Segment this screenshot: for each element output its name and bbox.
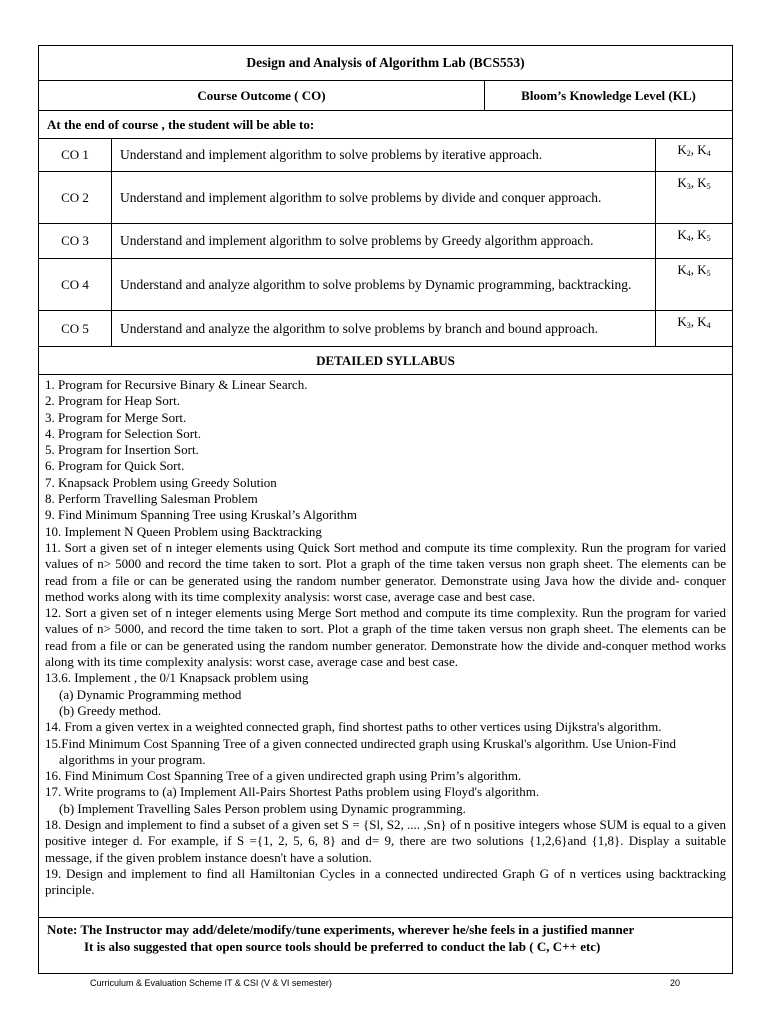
co-description: Understand and analyze the algorithm to solve problems by branch and bound approach. [112,311,656,347]
kl-level: 2 [686,149,691,158]
syllabus-item: 2. Program for Heap Sort. [45,393,181,409]
footer-text: Curriculum & Evaluation Scheme IT & CSI (V & VI semester) [90,978,332,988]
kl-level: 4 [686,269,691,278]
co-knowledge-level: $K_4$, $K_5$ [656,224,733,259]
syllabus-item: 3. Program for Merge Sort. [45,409,187,425]
kl-level: 4 [686,234,691,243]
kl-letter: K [697,142,707,157]
syllabus-item: 1. Program for Recursive Binary & Linear Search. [45,377,308,392]
kl-letter: K [697,227,707,242]
co-id: CO 3 [39,224,112,259]
syllabus-item: 14. From a given vertex in a weighted connected graph, find shortest paths to other vertices using Dijkstra's algorithm. [45,719,662,735]
course-outcome-row [39,172,733,224]
syllabus-item: 6. Program for Quick Sort. [45,458,185,474]
co-description: Understand and implement algorithm to solve problems by divide and conquer approach. [112,172,656,224]
syllabus-item: 18. Design and implement to find a subset of a given set S = {Sl, S2, .... ,Sn} of n positive integers whose SUM is equal to a given positive integer d. For example, if S ={1, 2, 5, 6, 8} and d= 9, there are two solutions {1,2,6}and {1,8}. Display a suitable message, if the given problem instance doesn't have a solution. [45,817,726,865]
syllabus-item: 4. Program for Selection Sort. [45,425,201,441]
course-outcome-row [39,311,733,347]
co-knowledge-level: $K_4$, $K_5$ [656,259,733,311]
kl-level: 4 [706,321,711,330]
co-id: CO 2 [39,172,112,224]
co-id: CO 5 [39,311,112,347]
co-description: Understand and implement algorithm to solve problems by Greedy algorithm approach. [112,224,656,259]
syllabus-item: 17. Write programs to (a) Implement All-Pairs Shortest Paths problem using Floyd's algorithm. [45,784,540,800]
kl-letter: K [677,175,687,190]
course-outcome-header: Course Outcome ( CO) [39,81,485,111]
syllabus-item: algorithms in your program. [59,751,206,767]
kl-letter: K [697,262,707,277]
syllabus-item: 19. Design and implement to find all Hamiltonian Cycles in a connected undirected Graph G of n vertices using backtracking principle. [45,865,726,898]
kl-level: 4 [706,149,711,158]
note-line-2: It is also suggested that open source tools should be preferred to conduct the lab ( C, C++ etc) [84,939,601,954]
kl-letter: K [697,175,707,190]
course-outcome-row [39,139,733,172]
syllabus-item: 9. Find Minimum Spanning Tree using Kruskal’s Algorithm [45,507,358,523]
kl-level: 5 [706,234,711,243]
syllabus-item: 10. Implement N Queen Problem using Backtracking [45,523,322,539]
kl-level: 5 [706,269,711,278]
instructor-note [39,918,733,974]
kl-level: 3 [686,182,691,191]
syllabus-list [39,375,733,918]
note-line-1: Note: The Instructor may add/delete/modify/tune experiments, wherever he/she feels in a justified manner [47,922,635,937]
syllabus-item: 11. Sort a given set of n integer elements using Quick Sort method and compute its time complexity. Run the program for varied values of n> 5000 and record the time taken to sort. Plot a graph of the time taken versus non graph sheet. The elements can be read from a file or can be generated using the random number generator. Demonstrate using Java how the divide and- conquer method works along with its time complexity analysis: worst case, average case and best case. [45,539,726,604]
course-outcome-row [39,259,733,311]
syllabus-heading: DETAILED SYLLABUS [39,347,733,375]
syllabus-item: (b) Greedy method. [59,702,162,718]
intro-statement: At the end of course , the student will be able to: [39,111,733,139]
syllabus-item: (a) Dynamic Programming method [59,686,242,702]
course-outcome-row [39,224,733,259]
course-table [38,45,733,974]
co-description: Understand and analyze algorithm to solve problems by Dynamic programming, backtracking. [112,259,656,311]
blooms-level-header: Bloom’s Knowledge Level (KL) [485,81,733,111]
syllabus-document [38,45,732,974]
syllabus-item: 8. Perform Travelling Salesman Problem [45,491,258,507]
co-knowledge-level: $K_3$, $K_5$ [656,172,733,224]
co-id: CO 4 [39,259,112,311]
syllabus-item: 13.6. Implement , the 0/1 Knapsack problem using [45,670,309,686]
page-number: 20 [669,978,680,988]
syllabus-item: (b) Implement Travelling Sales Person problem using Dynamic programming. [59,800,466,816]
syllabus-item: 15.Find Minimum Cost Spanning Tree of a given connected undirected graph using Kruskal's algorithm. Use Union-Find [45,735,676,751]
co-knowledge-level: $K_3$, $K_4$ [656,311,733,347]
co-description: Understand and implement algorithm to solve problems by iterative approach. [112,139,656,172]
syllabus-item: 12. Sort a given set of n integer elements using Merge Sort method and compute its time complexity. Run the program for varied values of n> 5000, and record the time taken to sort. Plot a graph of the time taken versus non graph sheet. The elements can be read from a file or can be generated using the random number generator. Demonstrate how the divide and-conquer method works along with its time complexity analysis: worst case, average case and best case. [45,605,726,670]
syllabus-item: 5. Program for Insertion Sort. [45,442,199,458]
kl-letter: K [677,142,687,157]
co-knowledge-level: $K_2$, $K_4$ [656,139,733,172]
course-outcomes [39,139,733,347]
page-footer [90,978,680,988]
co-id: CO 1 [39,139,112,172]
syllabus-item: 16. Find Minimum Cost Spanning Tree of a given undirected graph using Prim’s algorithm. [45,768,522,784]
kl-letter: K [697,314,707,329]
kl-letter: K [677,262,687,277]
kl-level: 5 [706,182,711,191]
syllabus-item: 7. Knapsack Problem using Greedy Solution [45,474,277,490]
kl-letter: K [677,314,687,329]
kl-letter: K [677,227,687,242]
course-title: Design and Analysis of Algorithm Lab (BCS553) [39,46,733,81]
kl-level: 3 [686,321,691,330]
